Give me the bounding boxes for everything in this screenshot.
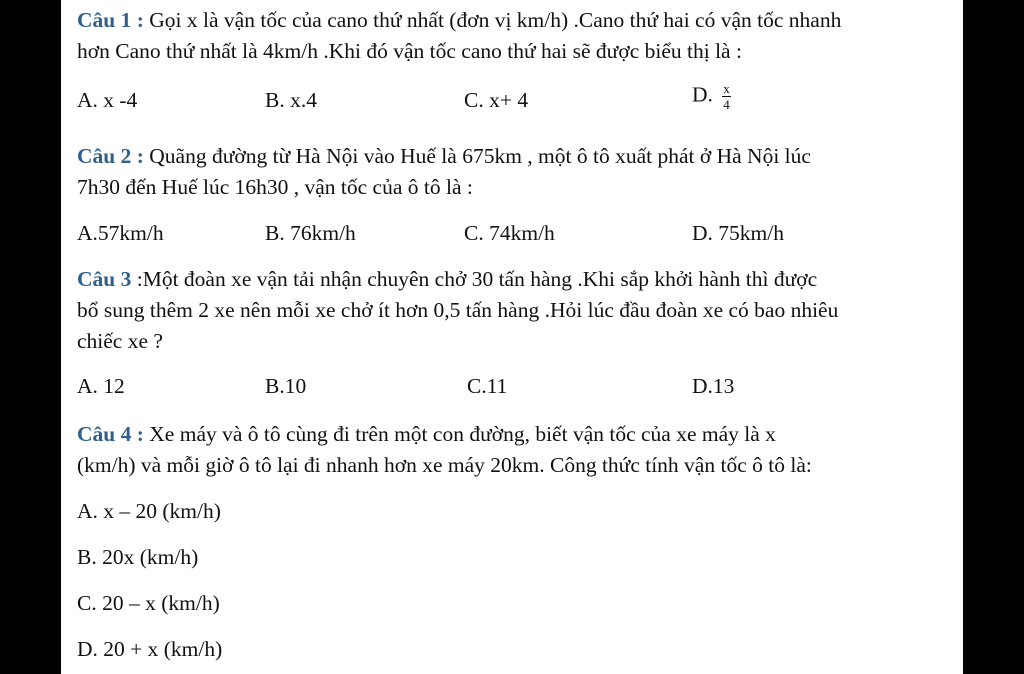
question-4-option-c: C. 20 – x (km/h) [77,591,220,615]
question-4-option-d: D. 20 + x (km/h) [77,637,223,661]
question-3-text-1: :Một đoàn xe vận tải nhận chuyên chở 30 tấn hàng .Khi sắp khởi hành thì được [131,267,818,291]
question-3-option-a: A. 12 [77,374,125,398]
fraction-denominator: 4 [723,97,730,112]
question-2-text-1: Quãng đường từ Hà Nội vào Huế là 675km , một ô tô xuất phát ở Hà Nội lúc [143,144,811,168]
question-3-option-b: B.10 [265,374,307,398]
question-1-label: Câu 1 : [77,8,144,32]
question-2-option-c: C. 74km/h [464,221,555,245]
question-1-option-a: A. x -4 [77,88,138,112]
question-3-line-1 [77,269,817,291]
question-4-line-2: (km/h) và mỗi giờ ô tô lại đi nhanh hơn xe máy 20km. Công thức tính vận tốc ô tô là: [77,453,812,477]
question-1-text-1: Gọi x là vận tốc của cano thứ nhất (đơn vị km/h) .Cano thứ hai có vận tốc nhanh [143,8,842,32]
question-2-line-2: 7h30 đến Huế lúc 16h30 , vận tốc của ô tô là : [77,175,473,199]
question-2-option-b: B. 76km/h [265,221,356,245]
question-4-option-b: B. 20x (km/h) [77,545,199,569]
question-3-line-3: chiếc xe ? [77,329,163,353]
question-4-text-1: Xe máy và ô tô cùng đi trên một con đường, biết vận tốc của xe máy là x [143,422,776,446]
document-page [61,0,963,674]
question-3-option-d: D.13 [692,374,735,398]
question-4-line-1 [77,424,776,446]
question-3-option-c: C.11 [467,374,508,398]
question-2-line-1 [77,146,811,168]
question-2-option-d: D. 75km/h [692,221,784,245]
question-1-option-b: B. x.4 [265,88,317,112]
question-1-option-d [692,82,731,111]
question-3-label: Câu 3 [77,267,132,291]
question-1-option-d-fraction [722,82,731,111]
fraction-numerator: x [723,81,730,96]
question-2-option-a: A.57km/h [77,221,164,245]
question-1-option-c: C. x+ 4 [464,88,529,112]
question-3-line-2: bổ sung thêm 2 xe nên mỗi xe chở ít hơn 0,5 tấn hàng .Hỏi lúc đầu đoàn xe có bao nhiêu [77,298,839,322]
question-1-line-2: hơn Cano thứ nhất là 4km/h .Khi đó vận tốc cano thứ hai sẽ được biểu thị là : [77,39,742,63]
question-4-label: Câu 4 : [77,422,144,446]
question-4-option-a: A. x – 20 (km/h) [77,499,221,523]
question-2-label: Câu 2 : [77,144,144,168]
question-1-option-d-label: D. [692,82,713,107]
question-1-line-1 [77,10,841,32]
